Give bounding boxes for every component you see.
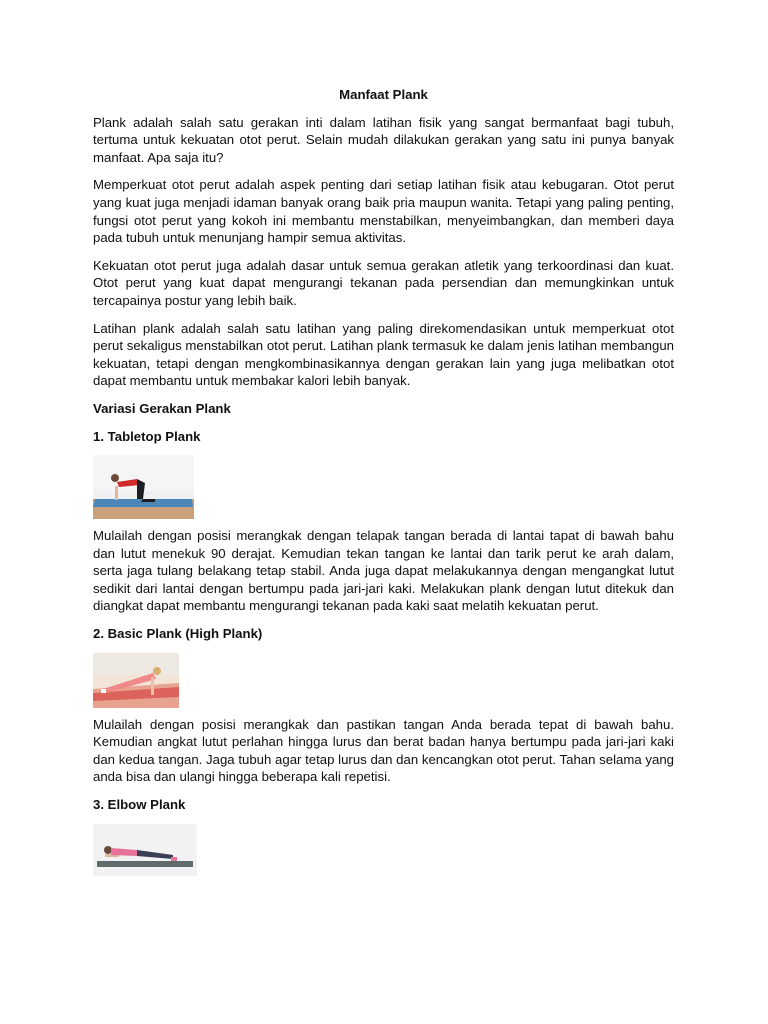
document-body (93, 86, 674, 884)
basic-plank-photo (93, 653, 674, 708)
tabletop-plank-photo (93, 455, 674, 519)
variation-heading: 2. Basic Plank (High Plank) (93, 626, 263, 642)
variation-description: Mulailah dengan posisi merangkak dan pastikan tangan Anda berada tepat di bawah bahu. Kemudian angkat lutut perlahan hingga lurus dan berat badan hanya bertumpu pada jari-jari kaki dan kedua tangan. Jaga tubuh agar tetap lurus dan dan kencangkan otot perut. Tahan selama yang anda bisa dan ulangi hingga beberapa kali repetisi. (93, 716, 674, 785)
variation-heading: 3. Elbow Plank (93, 797, 186, 813)
body-paragraph: Kekuatan otot perut juga adalah dasar untuk semua gerakan atletik yang terkoordinasi dan kuat. Otot perut yang kuat dapat mengurangi tekanan pada persendian dan memungkinkan untuk tercapainya postur yang lebih baik. (93, 257, 674, 308)
body-paragraph: Memperkuat otot perut adalah aspek penting dari setiap latihan fisik atau kebugaran. Otot perut yang kuat juga menjadi idaman banyak orang baik pria maupun wanita. Tetapi yang paling penting, fungsi otot perut yang kokoh ini membantu menstabilkan, menyeimbangkan, dan memberi daya pada tubuh untuk menunjang hampir semua aktivitas. (93, 177, 674, 246)
variation-heading: 1. Tabletop Plank (93, 428, 201, 444)
intro-paragraph: Plank adalah salah satu gerakan inti dalam latihan fisik yang sangat bermanfaat bagi tubuh, tertuma untuk kekuatan otot perut. Selain mudah dilakukan gerakan yang satu ini punya banyak manfaat. Apa saja itu? (93, 114, 674, 165)
variation-description: Mulailah dengan posisi merangkak dengan telapak tangan berada di lantai tapat di bawah bahu dan lutut menekuk 90 derajat. Kemudian tekan tangan ke lantai dan tarik perut ke arah dalam, serta jaga tulang belakang tetap stabil. Anda juga dapat melakukannya dengan mengangkat lutut sedikit dari lantai dengan bertumpu pada jari-jari kaki. Melakukan plank dengan lutut ditekuk dan diangkat dapat membantu mengurangi tekanan pada kaki saat melatih kekuatan perut. (93, 528, 674, 614)
document-title: Manfaat Plank (339, 87, 428, 102)
elbow-plank-photo (93, 824, 674, 876)
section-heading: Variasi Gerakan Plank (93, 400, 231, 416)
body-paragraph: Latihan plank adalah salah satu latihan yang paling direkomendasikan untuk memperkuat otot perut sekaligus menstabilkan otot perut. Latihan plank termasuk ke dalam jenis latihan membangun kekuatan, tetapi dengan mengkombinasikannya dengan gerakan lain yang juga melibatkan otot dapat membantu untuk membakar kalori lebih banyak. (93, 320, 674, 389)
